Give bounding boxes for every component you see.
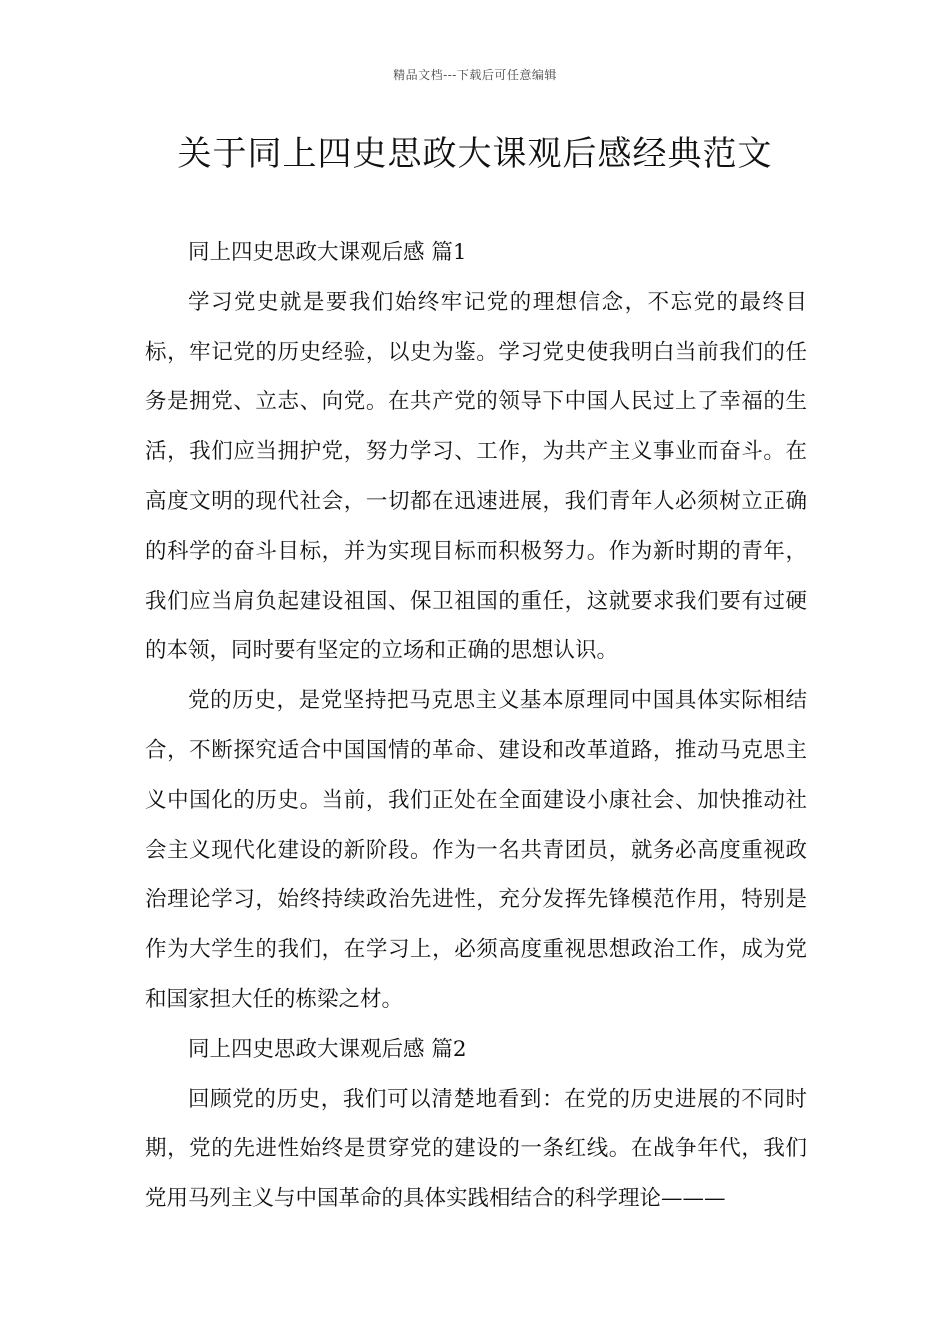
paragraph: 党的历史，是党坚持把马克思主义基本原理同中国具体实际相结合，不断探究适合中国国情的革命、建设和改革道路，推动马克思主义中国化的历史。当前，我们正处在全面建设小康社会、加快推动社会主义现代化建设的新阶段。作为一名共青团员，就务必高度重视政治理论学习，始终持续政治先进性，充分发挥先锋模范作用，特别是作为大学生的我们，在学习上，必须高度重视思想政治工作，成为党和国家担大任的栋梁之材。: [145, 688, 807, 1012]
header-note: 精品文档---下载后可任意编辑: [393, 68, 557, 82]
section-heading-2: 同上四史思政大课观后感 篇2: [188, 1036, 467, 1062]
paragraph: 回顾党的历史，我们可以清楚地看到：在党的历史进展的不同时期，党的先进性始终是贯穿党的建设的一条红线。在战争年代，我们党用马列主义与中国革命的具体实践相结合的科学理论———: [145, 1086, 807, 1212]
document-title: 关于同上四史思政大课观后感经典范文: [177, 134, 773, 174]
paragraph: 学习党史就是要我们始终牢记党的理想信念，不忘党的最终目标，牢记党的历史经验，以史为鉴。学习党史使我明白当前我们的任务是拥党、立志、向党。在共产党的领导下中国人民过上了幸福的生活，我们应当拥护党，努力学习、工作，为共产主义事业而奋斗。在高度文明的现代社会，一切都在迅速进展，我们青年人必须树立正确的科学的奋斗目标，并为实现目标而积极努力。作为新时期的青年，我们应当肩负起建设祖国、保卫祖国的重任，这就要求我们要有过硬的本领，同时要有坚定的立场和正确的思想认识。: [145, 289, 807, 664]
document-body: [145, 228, 807, 1224]
section-heading-1: 同上四史思政大课观后感 篇1: [188, 240, 467, 265]
